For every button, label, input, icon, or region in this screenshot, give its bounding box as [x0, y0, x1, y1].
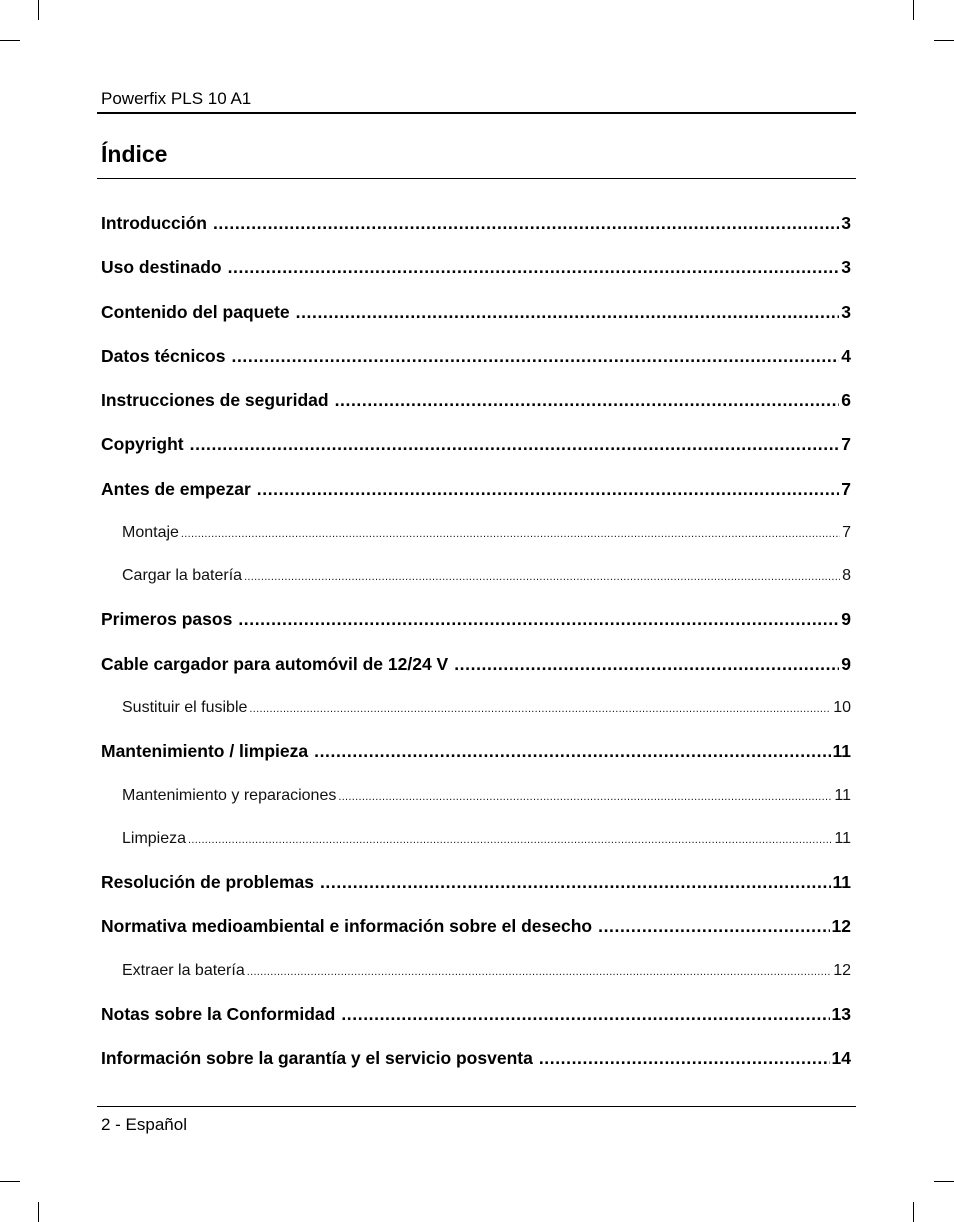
- toc-page-number: 4: [841, 345, 851, 366]
- toc-page-number: 9: [841, 609, 851, 630]
- page-title: Índice: [101, 141, 168, 167]
- crop-mark: [38, 0, 39, 20]
- toc-entry-label: Uso destinado: [101, 257, 222, 278]
- toc-dot-leader: [454, 649, 839, 679]
- toc-dot-leader: [335, 385, 840, 415]
- toc-entry[interactable]: [101, 208, 851, 252]
- footer-rule: [97, 1106, 856, 1107]
- toc-entry-label: Instrucciones de seguridad: [101, 390, 329, 411]
- toc-dot-leader: [228, 252, 840, 282]
- toc-page-number: 10: [833, 699, 851, 717]
- toc-dot-leader: [247, 957, 831, 987]
- toc-dot-leader: [188, 825, 832, 855]
- toc-page-number: 11: [834, 786, 851, 804]
- toc-entry-label: Antes de empezar: [101, 478, 251, 499]
- toc-page-number: 6: [841, 390, 851, 411]
- toc-entry-label: Cable cargador para automóvil de 12/24 V: [101, 653, 449, 674]
- toc-page-number: 3: [841, 257, 851, 278]
- toc-entry[interactable]: [101, 474, 851, 518]
- toc-entry-label: Limpieza: [122, 829, 187, 847]
- toc-entry-label: Primeros pasos: [101, 609, 233, 630]
- toc-dot-leader: [320, 867, 831, 897]
- toc-entry[interactable]: [101, 911, 851, 955]
- toc-entry-label: Información sobre la garantía y el servicio posventa: [101, 1047, 533, 1068]
- toc-page-number: 3: [841, 301, 851, 322]
- toc-entry-label: Montaje: [122, 524, 179, 542]
- toc-dot-leader: [238, 604, 839, 634]
- toc-entry[interactable]: [101, 385, 851, 429]
- toc-dot-leader: [213, 208, 839, 238]
- toc-dot-leader: [244, 562, 840, 592]
- table-of-contents: [101, 208, 851, 1087]
- crop-mark: [913, 1202, 914, 1222]
- crop-mark: [0, 40, 20, 41]
- toc-entry[interactable]: [101, 1043, 851, 1087]
- toc-dot-leader: [181, 519, 840, 549]
- toc-entry[interactable]: [101, 736, 851, 780]
- toc-subentry[interactable]: [101, 518, 851, 561]
- toc-page-number: 3: [841, 213, 851, 233]
- toc-page-number: 13: [831, 1003, 851, 1024]
- toc-dot-leader: [296, 297, 840, 327]
- toc-page-number: 11: [832, 871, 851, 892]
- toc-entry-label: Normativa medioambiental e información sobre el desecho: [101, 916, 593, 937]
- page-footer: 2 - Español: [101, 1115, 187, 1134]
- toc-subentry[interactable]: [101, 781, 851, 824]
- toc-subentry[interactable]: [101, 824, 851, 867]
- toc-page-number: 12: [833, 961, 851, 979]
- toc-entry[interactable]: [101, 604, 851, 648]
- toc-dot-leader: [338, 782, 832, 812]
- toc-page-number: 7: [841, 478, 851, 499]
- crop-mark: [934, 40, 954, 41]
- toc-entry-label: Contenido del paquete: [101, 301, 290, 322]
- crop-mark: [0, 1181, 20, 1182]
- toc-page-number: 11: [834, 829, 851, 847]
- title-rule: [97, 178, 856, 179]
- toc-dot-leader: [249, 694, 831, 724]
- toc-entry-label: Cargar la batería: [122, 567, 243, 585]
- toc-subentry[interactable]: [101, 956, 851, 999]
- toc-entry-label: Mantenimiento y reparaciones: [122, 786, 337, 804]
- toc-subentry[interactable]: [101, 561, 851, 604]
- toc-page-number: 7: [841, 434, 851, 455]
- crop-mark: [913, 0, 914, 20]
- crop-mark: [934, 1181, 954, 1182]
- toc-entry-label: Copyright: [101, 434, 184, 455]
- toc-dot-leader: [341, 999, 829, 1029]
- toc-subentry[interactable]: [101, 693, 851, 736]
- running-header: Powerfix PLS 10 A1: [101, 89, 252, 108]
- toc-entry[interactable]: [101, 252, 851, 296]
- toc-entry-label: Datos técnicos: [101, 345, 226, 366]
- toc-entry-label: Sustituir el fusible: [122, 699, 248, 717]
- toc-dot-leader: [314, 736, 830, 766]
- toc-entry[interactable]: [101, 999, 851, 1043]
- toc-dot-leader: [598, 911, 829, 941]
- toc-page-number: 14: [831, 1047, 851, 1068]
- toc-page-number: 9: [841, 653, 851, 674]
- toc-dot-leader: [231, 341, 839, 371]
- toc-entry[interactable]: [101, 649, 851, 693]
- toc-entry-label: Resolución de problemas: [101, 871, 314, 892]
- toc-entry[interactable]: [101, 867, 851, 911]
- toc-page-number: 11: [832, 741, 851, 762]
- toc-page-number: 8: [842, 567, 851, 585]
- toc-entry[interactable]: [101, 297, 851, 341]
- toc-dot-leader: [190, 429, 840, 459]
- toc-dot-leader: [257, 474, 839, 504]
- header-rule: [97, 112, 856, 114]
- toc-entry-label: Introducción: [101, 213, 207, 233]
- toc-entry[interactable]: [101, 341, 851, 385]
- toc-page-number: 12: [831, 916, 851, 937]
- toc-entry-label: Extraer la batería: [122, 961, 245, 979]
- crop-mark: [38, 1202, 39, 1222]
- toc-entry-label: Notas sobre la Conformidad: [101, 1003, 336, 1024]
- toc-dot-leader: [539, 1043, 830, 1073]
- toc-entry[interactable]: [101, 429, 851, 473]
- toc-page-number: 7: [842, 524, 851, 542]
- toc-entry-label: Mantenimiento / limpieza: [101, 741, 309, 762]
